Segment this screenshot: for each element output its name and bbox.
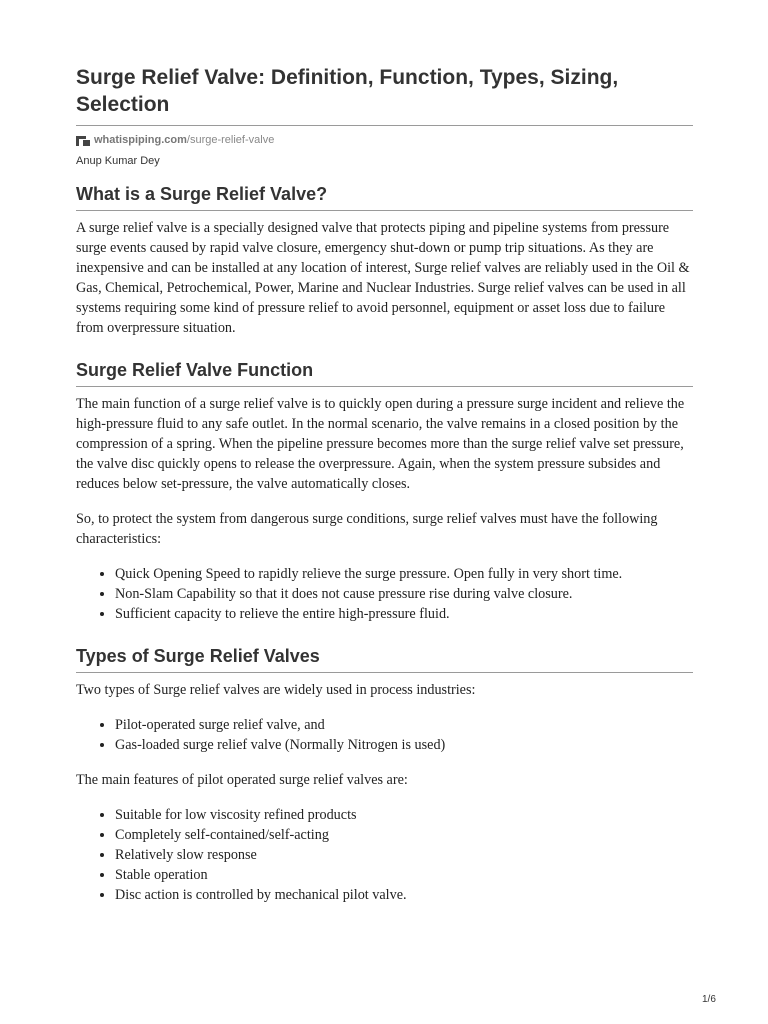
source-path[interactable]: /surge-relief-valve: [186, 134, 275, 146]
document-page: [76, 64, 693, 905]
list-item: • Gas-loaded surge relief valve (Normally Nitrogen is used): [115, 735, 693, 755]
list-item: • Non-Slam Capability so that it does not cause pressure rise during valve closure.: [115, 584, 693, 604]
paragraph-what-is: A surge relief valve is a specially designed valve that protects piping and pipeline systems from pressure surge events caused by rapid valve closure, emergency shut-down or pump trip situations. As they are inexpensive and can be installed at any location of interest, Surge relief valves are reliably used in the Oil & Gas, Chemical, Petrochemical, Power, Marine and Nuclear Industries. Surge relief valves can be used in all systems requiring some kind of pressure relief to avoid personnel, equipment or asset loss due to failure from overpressure situation.: [76, 220, 690, 336]
source-domain[interactable]: whatispiping.com: [94, 134, 187, 146]
list-item: • Suitable for low viscosity refined products: [115, 805, 693, 825]
paragraph-types-1: Two types of Surge relief valves are widely used in process industries:: [76, 682, 476, 698]
paragraph-types-2: The main features of pilot operated surge relief valves are:: [76, 772, 408, 788]
document-title: Surge Relief Valve: Definition, Function, Types, Sizing, Selection: [76, 64, 693, 126]
list-characteristics: [76, 564, 693, 624]
site-favicon-icon: [76, 134, 90, 146]
list-pilot-features: [76, 805, 693, 905]
page-number: 1/6: [702, 994, 716, 1005]
list-item: • Completely self-contained/self-acting: [115, 825, 693, 845]
author-name: Anup Kumar Dey: [76, 155, 160, 167]
heading-what-is: What is a Surge Relief Valve?: [76, 183, 693, 211]
heading-types: Types of Surge Relief Valves: [76, 645, 693, 673]
list-item: • Sufficient capacity to relieve the entire high-pressure fluid.: [115, 604, 693, 624]
source-line: [76, 132, 693, 148]
list-item: • Relatively slow response: [115, 845, 693, 865]
list-item: • Stable operation: [115, 865, 693, 885]
list-valve-types: [76, 715, 693, 755]
paragraph-function-1: The main function of a surge relief valve is to quickly open during a pressure surge incident and relieve the high-pressure fluid to any safe outlet. In the normal scenario, the valve remains in a closed position by the compression of a spring. When the pipeline pressure becomes more than the surge relief valve set pressure, the valve disc quickly opens to release the overpressure. Again, when the system pressure subsides and reduces below set-pressure, the valve automatically closes.: [76, 396, 685, 492]
list-item: • Disc action is controlled by mechanical pilot valve.: [115, 885, 693, 905]
list-item: • Pilot-operated surge relief valve, and: [115, 715, 693, 735]
heading-function: Surge Relief Valve Function: [76, 359, 693, 387]
paragraph-function-2: So, to protect the system from dangerous surge conditions, surge relief valves must have the following characteristics:: [76, 511, 658, 547]
list-item: • Quick Opening Speed to rapidly relieve the surge pressure. Open fully in very short time.: [115, 564, 693, 584]
